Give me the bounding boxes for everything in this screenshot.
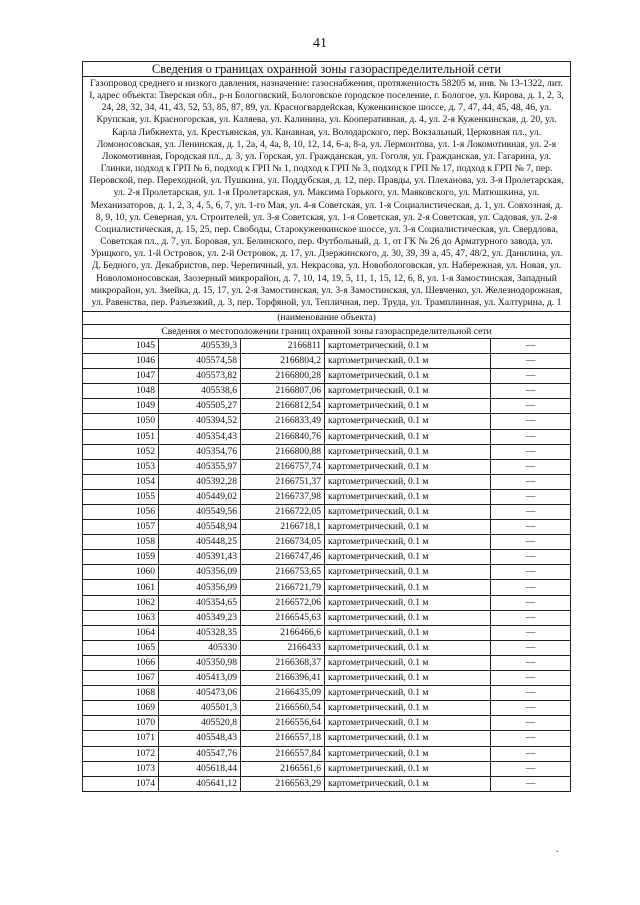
y-coordinate-cell: 2166812,54 <box>241 399 325 414</box>
x-coordinate-cell: 405350,98 <box>159 655 241 670</box>
table-row <box>83 716 571 731</box>
table-row <box>83 610 571 625</box>
dash-cell: — <box>491 369 571 384</box>
y-coordinate-cell: 2166833,49 <box>241 414 325 429</box>
method-cell: картометрический, 0.1 м <box>325 459 491 474</box>
point-number-cell: 1073 <box>83 761 159 776</box>
point-number-cell: 1074 <box>83 776 159 791</box>
dash-cell: — <box>491 610 571 625</box>
method-cell: картометрический, 0.1 м <box>325 505 491 520</box>
dash-cell: — <box>491 761 571 776</box>
table-row <box>83 565 571 580</box>
method-cell: картометрический, 0.1 м <box>325 701 491 716</box>
table-row <box>83 354 571 369</box>
table-row <box>83 595 571 610</box>
table-row <box>83 489 571 504</box>
object-description: Газопровод среднего и низкого давления, назначение: газоснабжения, протяженность 58205 м, инв. № 13-1322, лит. I, адрес объекта: Тверская обл., р-н Бологовский, Бологовское городское поселение, г. Бологое, ул. Кирова, д. 1, 2, 3, 24, 28, 32, 34, 41, 43, 52, 53, 85, 87, 89, ул. Красногвардейская, Куженкинское шоссе, д. 7, 47, 44, 45, 48, 46, ул. Крупская, ул. Красногорская, ул. Каляева, ул. Калинина, ул. Кооперативная, д. 4, ул. 2-я Куженкинская, д. 20, ул. Карла Либкнехта, ул. Крестьянская, ул. Канавная, ул. Володарского, пер. Вокзальный, Церковная пл., ул. Ломоносовская, ул. Ленинская, д. 1, 2а, 4, 4а, 8, 10, 12, 14, 6-а, 8-а, ул. Лермонтова, ул. 1-я Локомотивная, ул. 2-я Локомотивная, Городская пл., д. 3, ул. Горская, ул. Гражданская, ул. Гоголя, ул. Гражданская, ул. Гагарина, ул. Глинки, подход к ГРП № 6, подход к ГРП № 1, подход к ГРП № 3, подход к ГРП № 17, подход к ГРП № 7, пер. Перовской, пер. Переходной, ул. Пушкина, ул. Поддубская, д. 12, пер. Правды, ул. Плеханова, ул. 3-я Пролетарская, ул. 2-я Пролетарская, ул. 1-я Пролетарская, ул. Максима Горького, ул. Маяковского, ул. Матюшкина, ул. Механизаторов, д. 1, 2, 3, 4, 5, 6, 7, ул. 1-го Мая, ул. 4-я Советская, ул. 1-я Социалистическая, д. 1, ул. Совхозная, д. 8, 9, 10, ул. Северная, ул. Строителей, ул. 3-я Советская, ул. 1-я Советская, ул. 2-я Советская, ул. Садовая, ул. 2-я Социалистическая, д. 15, 25, пер. Свободы, Старокуженкинское шоссе, ул. 3-я Социалистическая, ул. Свердлова, Советская пл., д. 7, ул. Боровая, ул. Белинского, пер. Футбольный, д. 1, от ГК № 26 до Арматурного завода, ул. Урицкого, ул. 1-й Островок, ул. 2-й Островок, д. 17, ул. Дзержинского, д. 30, 39, 39 а, 45, 47, 48/2, ул. Данилина, ул. Д. Бедного, ул. Декабристов, пер. Черепичный, ул. Некрасова, ул. Новобологовская, ул. Набережная, ул. Новая, ул. Новоломоносовская, Заозерный микрорайон, д. 7, 10, 14, 19, 5, 11, 1, 15, 12, 6, 8, ул. 1-я Замостинская, Западный микрорайон, ул. Змейка, д. 15, 17, ул. 2-я Замостинская, ул. 3-я Замостинская, ул. Шевченко, ул. Железнодорожная, ул. Равенства, пер. Разъезжий, д. 3, пер. Торфяной, ул. Тепличная, пер. Труда, ул. Трамплинная, ул. Халтурина, д. 1 <box>83 77 571 312</box>
table-row <box>83 655 571 670</box>
point-number-cell: 1051 <box>83 429 159 444</box>
y-coordinate-cell: 2166800,88 <box>241 444 325 459</box>
x-coordinate-cell: 405573,82 <box>159 369 241 384</box>
x-coordinate-cell: 405392,28 <box>159 474 241 489</box>
point-number-cell: 1061 <box>83 580 159 595</box>
dash-cell: — <box>491 686 571 701</box>
x-coordinate-cell: 405354,76 <box>159 444 241 459</box>
y-coordinate-cell: 2166757,74 <box>241 459 325 474</box>
dash-cell: — <box>491 746 571 761</box>
method-cell: картометрический, 0.1 м <box>325 595 491 610</box>
x-coordinate-cell: 405354,65 <box>159 595 241 610</box>
table-row <box>83 414 571 429</box>
title-row <box>83 62 571 77</box>
footer-mark: . <box>556 844 559 855</box>
y-coordinate-cell: 2166556,64 <box>241 716 325 731</box>
x-coordinate-cell: 405330 <box>159 640 241 655</box>
dash-cell: — <box>491 655 571 670</box>
table-row <box>83 338 571 353</box>
y-coordinate-cell: 2166435,09 <box>241 686 325 701</box>
table-row <box>83 776 571 791</box>
point-number-cell: 1054 <box>83 474 159 489</box>
x-coordinate-cell: 405355,97 <box>159 459 241 474</box>
table-row <box>83 505 571 520</box>
boundary-table <box>82 61 571 792</box>
point-number-cell: 1067 <box>83 671 159 686</box>
dash-cell: — <box>491 565 571 580</box>
x-coordinate-cell: 405391,43 <box>159 550 241 565</box>
method-cell: картометрический, 0.1 м <box>325 761 491 776</box>
table-row <box>83 671 571 686</box>
dash-cell: — <box>491 550 571 565</box>
point-number-cell: 1049 <box>83 399 159 414</box>
table-row <box>83 369 571 384</box>
table-row <box>83 761 571 776</box>
y-coordinate-cell: 2166563,29 <box>241 776 325 791</box>
method-cell: картометрический, 0.1 м <box>325 429 491 444</box>
method-cell: картометрический, 0.1 м <box>325 384 491 399</box>
method-cell: картометрический, 0.1 м <box>325 535 491 550</box>
table-row <box>83 535 571 550</box>
method-cell: картометрический, 0.1 м <box>325 414 491 429</box>
method-cell: картометрический, 0.1 м <box>325 625 491 640</box>
method-cell: картометрический, 0.1 м <box>325 338 491 353</box>
x-coordinate-cell: 405501,3 <box>159 701 241 716</box>
y-coordinate-cell: 2166557,84 <box>241 746 325 761</box>
dash-cell: — <box>491 384 571 399</box>
x-coordinate-cell: 405539,3 <box>159 338 241 353</box>
table-row <box>83 399 571 414</box>
point-number-cell: 1047 <box>83 369 159 384</box>
table-row <box>83 580 571 595</box>
y-coordinate-cell: 2166753,65 <box>241 565 325 580</box>
dash-cell: — <box>491 489 571 504</box>
y-coordinate-cell: 2166368,37 <box>241 655 325 670</box>
point-number-cell: 1057 <box>83 520 159 535</box>
method-cell: картометрический, 0.1 м <box>325 489 491 504</box>
table-row <box>83 474 571 489</box>
y-coordinate-cell: 2166747,46 <box>241 550 325 565</box>
method-cell: картометрический, 0.1 м <box>325 520 491 535</box>
point-number-cell: 1050 <box>83 414 159 429</box>
x-coordinate-cell: 405547,76 <box>159 746 241 761</box>
page-number: 41 <box>313 36 327 51</box>
y-coordinate-cell: 2166751,37 <box>241 474 325 489</box>
dash-cell: — <box>491 595 571 610</box>
y-coordinate-cell: 2166433 <box>241 640 325 655</box>
location-header-row <box>83 324 571 338</box>
method-cell: картометрический, 0.1 м <box>325 565 491 580</box>
method-cell: картометрический, 0.1 м <box>325 610 491 625</box>
x-coordinate-cell: 405354,43 <box>159 429 241 444</box>
point-number-cell: 1046 <box>83 354 159 369</box>
dash-cell: — <box>491 474 571 489</box>
y-coordinate-cell: 2166800,28 <box>241 369 325 384</box>
point-number-cell: 1066 <box>83 655 159 670</box>
point-number-cell: 1048 <box>83 384 159 399</box>
method-cell: картометрический, 0.1 м <box>325 686 491 701</box>
x-coordinate-cell: 405328,35 <box>159 625 241 640</box>
table-row <box>83 429 571 444</box>
dash-cell: — <box>491 701 571 716</box>
table-row <box>83 625 571 640</box>
location-header: Сведения о местоположении границ охранной зоны газораспределительной сети <box>83 324 571 338</box>
x-coordinate-cell: 405574,58 <box>159 354 241 369</box>
y-coordinate-cell: 2166466,6 <box>241 625 325 640</box>
table-row <box>83 731 571 746</box>
table-row <box>83 384 571 399</box>
dash-cell: — <box>491 535 571 550</box>
x-coordinate-cell: 405394,52 <box>159 414 241 429</box>
object-label-row <box>83 311 571 324</box>
table-row <box>83 459 571 474</box>
y-coordinate-cell: 2166721,79 <box>241 580 325 595</box>
dash-cell: — <box>491 414 571 429</box>
table-row <box>83 746 571 761</box>
table-row <box>83 640 571 655</box>
point-number-cell: 1059 <box>83 550 159 565</box>
point-number-cell: 1070 <box>83 716 159 731</box>
method-cell: картометрический, 0.1 м <box>325 354 491 369</box>
method-cell: картометрический, 0.1 м <box>325 671 491 686</box>
object-label: (наименование объекта) <box>83 311 571 324</box>
point-number-cell: 1068 <box>83 686 159 701</box>
point-number-cell: 1064 <box>83 625 159 640</box>
x-coordinate-cell: 405548,94 <box>159 520 241 535</box>
point-number-cell: 1060 <box>83 565 159 580</box>
table-row <box>83 444 571 459</box>
dash-cell: — <box>491 505 571 520</box>
x-coordinate-cell: 405549,56 <box>159 505 241 520</box>
x-coordinate-cell: 405448,25 <box>159 535 241 550</box>
y-coordinate-cell: 2166396,41 <box>241 671 325 686</box>
method-cell: картометрический, 0.1 м <box>325 474 491 489</box>
method-cell: картометрический, 0.1 м <box>325 655 491 670</box>
point-number-cell: 1071 <box>83 731 159 746</box>
x-coordinate-cell: 405548,43 <box>159 731 241 746</box>
method-cell: картометрический, 0.1 м <box>325 550 491 565</box>
table-body <box>83 62 571 792</box>
method-cell: картометрический, 0.1 м <box>325 399 491 414</box>
table-row <box>83 520 571 535</box>
x-coordinate-cell: 405356,99 <box>159 580 241 595</box>
y-coordinate-cell: 2166561,6 <box>241 761 325 776</box>
y-coordinate-cell: 2166557,18 <box>241 731 325 746</box>
y-coordinate-cell: 2166718,1 <box>241 520 325 535</box>
point-number-cell: 1055 <box>83 489 159 504</box>
method-cell: картометрический, 0.1 м <box>325 444 491 459</box>
dash-cell: — <box>491 399 571 414</box>
table-row <box>83 686 571 701</box>
point-number-cell: 1058 <box>83 535 159 550</box>
point-number-cell: 1052 <box>83 444 159 459</box>
dash-cell: — <box>491 429 571 444</box>
method-cell: картометрический, 0.1 м <box>325 746 491 761</box>
y-coordinate-cell: 2166737,98 <box>241 489 325 504</box>
method-cell: картометрический, 0.1 м <box>325 369 491 384</box>
x-coordinate-cell: 405538,6 <box>159 384 241 399</box>
method-cell: картометрический, 0.1 м <box>325 580 491 595</box>
point-number-cell: 1045 <box>83 338 159 353</box>
point-number-cell: 1069 <box>83 701 159 716</box>
y-coordinate-cell: 2166722,05 <box>241 505 325 520</box>
x-coordinate-cell: 405349,23 <box>159 610 241 625</box>
y-coordinate-cell: 2166734,05 <box>241 535 325 550</box>
method-cell: картометрический, 0.1 м <box>325 716 491 731</box>
dash-cell: — <box>491 671 571 686</box>
x-coordinate-cell: 405520,8 <box>159 716 241 731</box>
dash-cell: — <box>491 640 571 655</box>
y-coordinate-cell: 2166807,06 <box>241 384 325 399</box>
x-coordinate-cell: 405473,06 <box>159 686 241 701</box>
point-number-cell: 1062 <box>83 595 159 610</box>
table-title: Сведения о границах охранной зоны газораспределительной сети <box>83 62 571 77</box>
point-number-cell: 1063 <box>83 610 159 625</box>
x-coordinate-cell: 405641,12 <box>159 776 241 791</box>
dash-cell: — <box>491 776 571 791</box>
dash-cell: — <box>491 731 571 746</box>
method-cell: картометрический, 0.1 м <box>325 640 491 655</box>
y-coordinate-cell: 2166840,76 <box>241 429 325 444</box>
table-row <box>83 550 571 565</box>
dash-cell: — <box>491 459 571 474</box>
point-number-cell: 1053 <box>83 459 159 474</box>
dash-cell: — <box>491 520 571 535</box>
method-cell: картометрический, 0.1 м <box>325 731 491 746</box>
x-coordinate-cell: 405356,09 <box>159 565 241 580</box>
dash-cell: — <box>491 444 571 459</box>
y-coordinate-cell: 2166560,54 <box>241 701 325 716</box>
point-number-cell: 1056 <box>83 505 159 520</box>
dash-cell: — <box>491 625 571 640</box>
x-coordinate-cell: 405618,44 <box>159 761 241 776</box>
dash-cell: — <box>491 716 571 731</box>
y-coordinate-cell: 2166811 <box>241 338 325 353</box>
x-coordinate-cell: 405505,27 <box>159 399 241 414</box>
dash-cell: — <box>491 354 571 369</box>
table-row <box>83 701 571 716</box>
point-number-cell: 1072 <box>83 746 159 761</box>
x-coordinate-cell: 405413,09 <box>159 671 241 686</box>
dash-cell: — <box>491 580 571 595</box>
description-row <box>83 77 571 312</box>
x-coordinate-cell: 405449,02 <box>159 489 241 504</box>
y-coordinate-cell: 2166545,63 <box>241 610 325 625</box>
y-coordinate-cell: 2166572,06 <box>241 595 325 610</box>
dash-cell: — <box>491 338 571 353</box>
y-coordinate-cell: 2166804,2 <box>241 354 325 369</box>
method-cell: картометрический, 0.1 м <box>325 776 491 791</box>
point-number-cell: 1065 <box>83 640 159 655</box>
